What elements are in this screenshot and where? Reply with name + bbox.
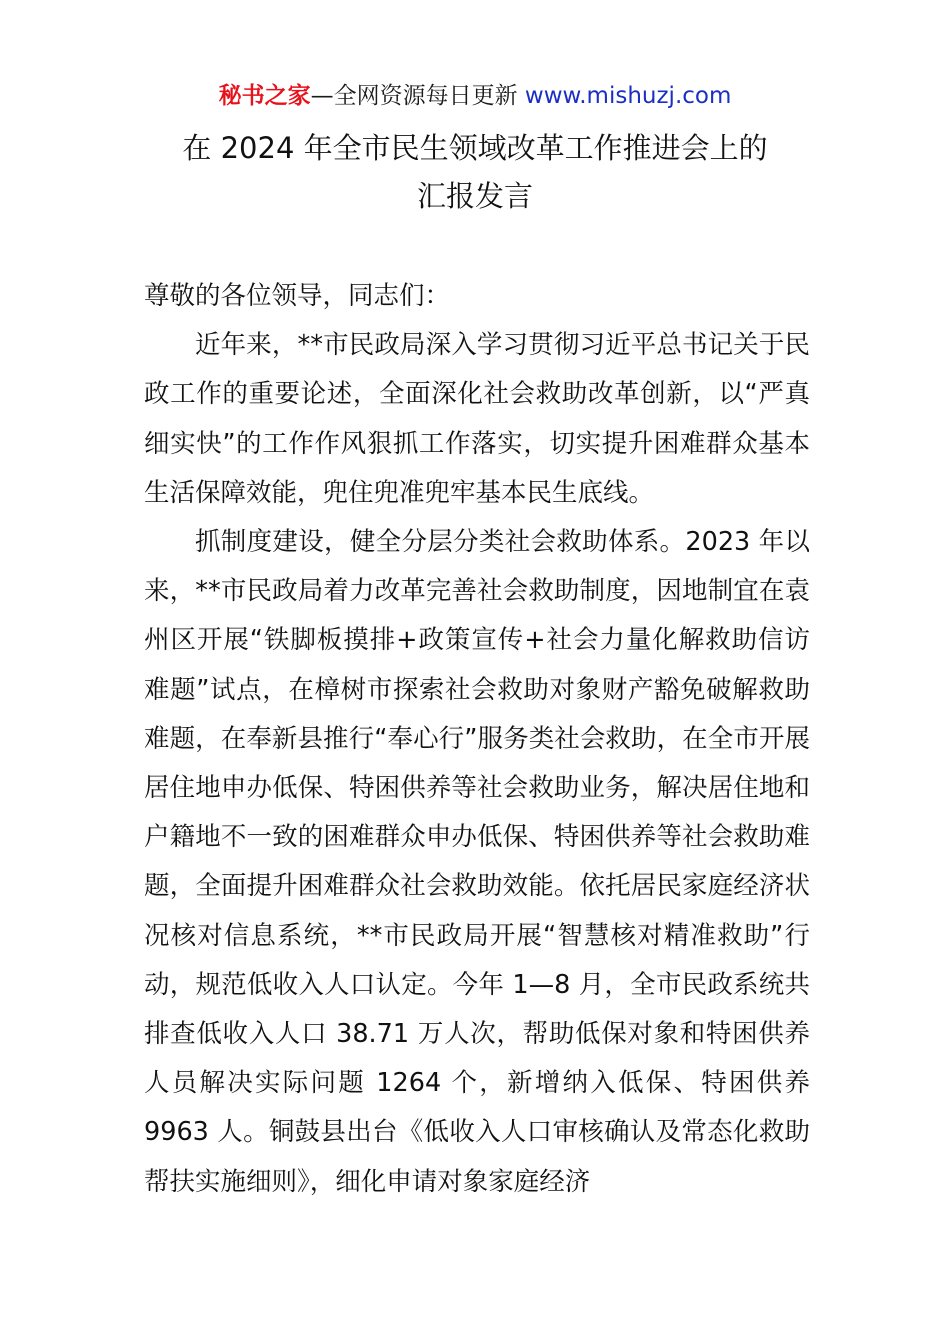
paragraph-system-building: 抓制度建设，健全分层分类社会救助体系。2023 年以来，**市民政局着力改革完善社会救助制度，因地制宜在袁州区开展“铁脚板摸排+政策宣传+社会力量化解救助信访难题”试点，在樟树市探索社会救助对象财产豁免破解救助难题，在奉新县推行“奉心行”服务类社会救助，在全市开展居住地申办低保、特困供养等社会救助业务，解决居住地和户籍地不一致的困难群众申办低保、特困供养等社会救助难题，全面提升困难群众社会救助效能。依托居民家庭经济状况核对信息系统，**市民政局开展“智慧核对精准救助”行动，规范低收入人口认定。今年 1—8 月，全市民政系统共排查低收入人口 38.71 万人次，帮助低保对象和特困供养人员解决实际问题 1264 个，新增纳入低保、特困供养 9963 人。铜鼓县出台《低收入人口审核确认及常态化救助帮扶实施细则》，细化申请对象家庭经济 (144, 527, 810, 1197)
document-body (144, 272, 810, 1207)
site-header (0, 80, 950, 112)
paragraph-intro: 近年来，**市民政局深入学习贯彻习近平总书记关于民政工作的重要论述，全面深化社会救助改革创新，以“严真细实快”的工作作风狠抓工作落实，切实提升困难群众基本生活保障效能，兜住兜准兜牢基本民生底线。 (144, 330, 810, 508)
site-url-link[interactable]: www.mishuzj.com (524, 83, 732, 109)
site-brand: 秘书之家 (218, 83, 311, 109)
site-tagline: —全网资源每日更新 (310, 83, 525, 109)
document-title-line-1: 在 2024 年全市民生领域改革工作推进会上的 (182, 131, 768, 165)
salutation: 尊敬的各位领导，同志们： (144, 281, 451, 311)
document-title-line-2: 汇报发言 (416, 179, 533, 213)
